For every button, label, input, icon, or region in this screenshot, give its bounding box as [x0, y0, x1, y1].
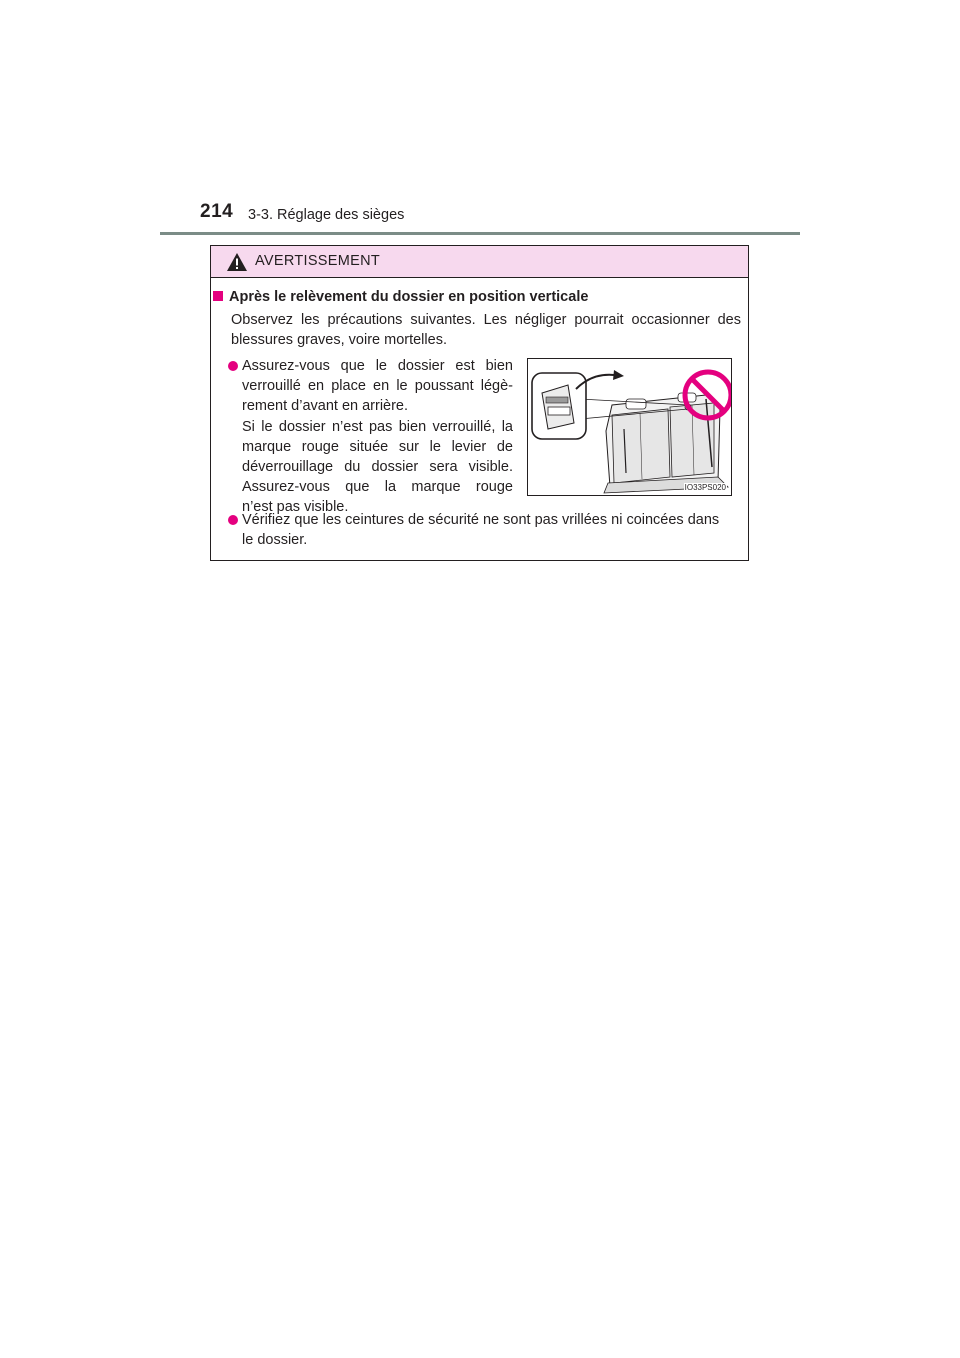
header-rule: [160, 232, 800, 235]
bullet-1-line: Assurez-vous que la marque rouge: [242, 479, 513, 496]
warning-title: AVERTISSEMENT: [255, 253, 381, 269]
round-bullet-icon: [228, 361, 238, 371]
bullet-1-line: marque rouge située sur le levier de: [242, 438, 513, 455]
bullet-1-line: déverrouillage du dossier sera visible.: [242, 459, 513, 476]
rear-seat-drawing: [528, 359, 731, 495]
round-bullet-icon: [228, 515, 238, 525]
square-bullet-icon: [213, 291, 223, 301]
bullet-2-paragraph: [242, 510, 746, 550]
section-title: 3-3. Réglage des sièges: [248, 207, 405, 223]
bullet-1-line: verrouillé en place en le poussant légè-: [242, 378, 513, 395]
bullet-2-line: Vérifiez que les ceintures de sécurité ne sont pas vrillées ni coincées dans: [242, 512, 720, 528]
intro-line: Observez les précautions suivantes. Les négliger pourrait occasionner des: [231, 312, 741, 328]
intro-line: blessures graves, voire mortelles.: [231, 332, 447, 348]
warning-header: [211, 246, 748, 278]
warning-triangle-icon: [226, 252, 248, 272]
bullet-1-line: Si le dossier n’est pas bien verrouillé, la: [242, 418, 513, 435]
warning-box: [210, 245, 749, 561]
bullet-1-line: n’est pas visible.: [242, 499, 349, 516]
bullet-2-line: le dossier.: [242, 532, 308, 548]
page-number: 214: [200, 201, 234, 222]
illustration-label: IO33PS020: [684, 483, 726, 492]
seat-illustration: [527, 358, 732, 496]
block-title: [213, 289, 588, 305]
intro-paragraph: [231, 310, 741, 350]
bullet-1-line: rement d’avant en arrière.: [242, 398, 409, 415]
bullet-1-line: Assurez-vous que le dossier est bien: [242, 358, 513, 374]
block-title-text: Après le relèvement du dossier en position verticale: [229, 289, 589, 305]
bullet-1-paragraph: [242, 356, 513, 518]
